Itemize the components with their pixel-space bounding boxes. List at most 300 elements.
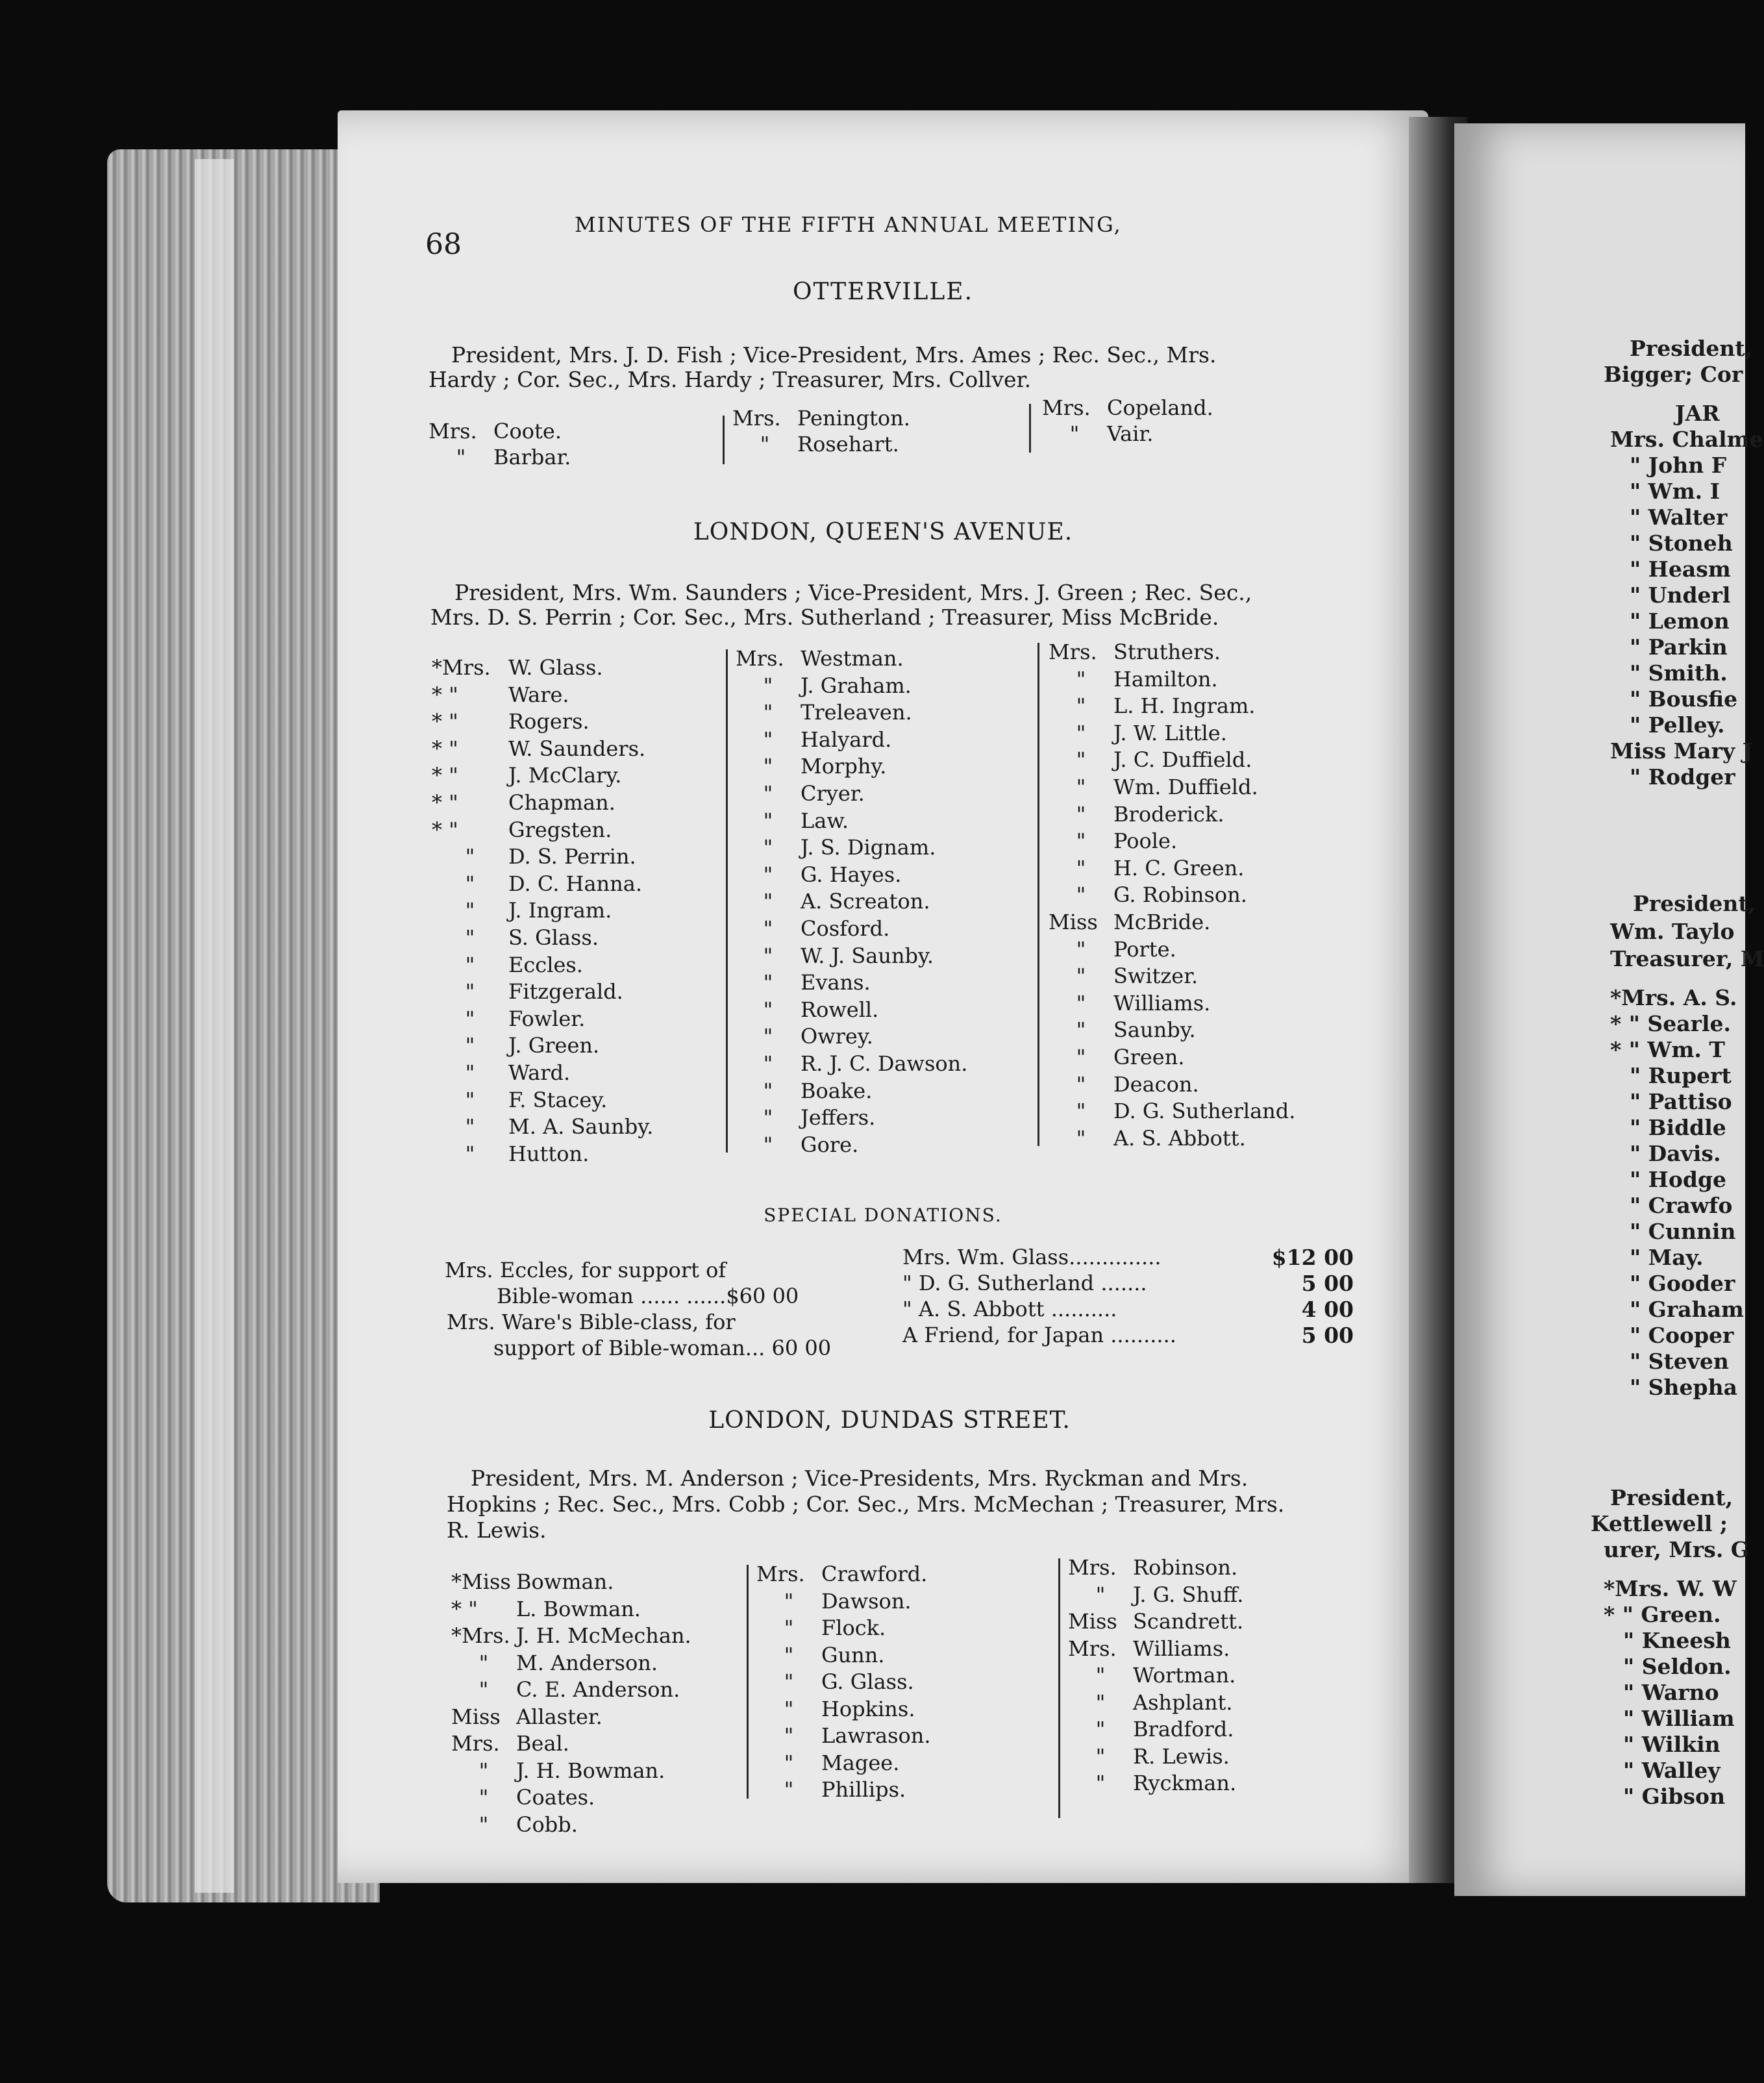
right-page-line: " Warno: [1623, 1680, 1719, 1705]
right-page-line: " John F: [1630, 453, 1727, 478]
member-name: Westman.: [801, 646, 904, 671]
dundas-col3-member: [1068, 1611, 1243, 1632]
member-prefix: Mrs.: [1068, 1636, 1117, 1661]
queens-col2-member: [736, 783, 865, 804]
member-prefix: ": [1095, 1717, 1106, 1741]
member-prefix: ": [1076, 693, 1086, 719]
dundas-col2-member: [756, 1671, 914, 1692]
dundas-col2-member: [756, 1564, 927, 1584]
member-prefix: ": [465, 1060, 475, 1085]
member-prefix: ": [763, 970, 773, 995]
queens-col1-member: [432, 1062, 570, 1083]
member-prefix: ": [1076, 829, 1086, 854]
queens-col3-member: [1049, 693, 1256, 719]
member-prefix: ": [763, 943, 773, 968]
donation-amount: 4 00: [1301, 1297, 1354, 1322]
member-name: H. C. Green.: [1113, 855, 1245, 880]
section-title-otterville: OTTERVILLE.: [792, 279, 974, 305]
queens-col3-member: [1049, 1047, 1185, 1067]
queens-officers-line: President, Mrs. Wm. Saunders ; Vice-President, Mrs. J. Green ; Rec. Sec.,: [454, 580, 1252, 605]
member-prefix: ": [465, 1006, 475, 1031]
donation-left-line: Mrs. Eccles, for support of: [445, 1258, 727, 1282]
otterville-officers-line: President, Mrs. J. D. Fish ; Vice-President, Mrs. Ames ; Rec. Sec., Mrs.: [451, 342, 1217, 368]
right-page-line: " Biddle: [1630, 1115, 1726, 1140]
member-prefix: ": [763, 1024, 773, 1049]
member-name: Bradford.: [1133, 1717, 1234, 1741]
queens-col1-member: [432, 819, 612, 840]
member-prefix: * ": [432, 682, 458, 707]
member-prefix: ": [1076, 1071, 1086, 1097]
member-name: G. Robinson.: [1113, 882, 1247, 908]
member-prefix: ": [465, 979, 475, 1004]
column-rule: [723, 416, 725, 464]
member-prefix: ": [763, 754, 773, 779]
running-title: MINUTES OF THE FIFTH ANNUAL MEETING,: [575, 212, 1122, 237]
right-page-line: " Crawfo: [1630, 1193, 1733, 1218]
queens-col3-member: [1049, 855, 1245, 880]
queens-col3-member: [1049, 912, 1210, 932]
queens-col2-member: [736, 837, 936, 858]
member-prefix: ": [478, 1650, 489, 1675]
member-prefix: ": [1076, 855, 1086, 880]
queens-col1-member: [432, 900, 612, 921]
member-prefix: Mrs.: [736, 646, 784, 671]
member-name: J. C. Duffield.: [1113, 747, 1252, 773]
member-name: G. Glass.: [821, 1669, 914, 1694]
member-prefix: ": [784, 1696, 794, 1721]
member-name: L. H. Ingram.: [1113, 693, 1256, 719]
queens-col2-member: [736, 891, 930, 912]
dundas-col1-member: [451, 1733, 569, 1754]
right-page-line: Kettlewell ;: [1591, 1511, 1728, 1536]
dundas-col1-member: [451, 1706, 602, 1727]
right-page-line: *Mrs. A. S.: [1610, 985, 1737, 1010]
member-prefix: ": [763, 808, 773, 833]
otterville-member: [732, 434, 899, 455]
member-name: D. G. Sutherland.: [1113, 1099, 1296, 1124]
member-name: Chapman.: [508, 790, 615, 815]
member-name: Hamilton.: [1113, 666, 1218, 692]
member-prefix: ": [784, 1588, 794, 1614]
member-prefix: Mrs.: [732, 406, 781, 430]
member-name: R. J. C. Dawson.: [801, 1051, 968, 1076]
member-prefix: ": [1076, 990, 1086, 1016]
otterville-officers-line: Hardy ; Cor. Sec., Mrs. Hardy ; Treasurer, Mrs. Collver.: [429, 367, 1032, 392]
dundas-officers-line: Hopkins ; Rec. Sec., Mrs. Cobb ; Cor. Sec., Mrs. McMechan ; Treasurer, Mrs.: [447, 1491, 1285, 1517]
queens-col2-member: [736, 756, 886, 777]
queens-col2-member: [736, 1134, 858, 1155]
member-prefix: ": [1095, 1582, 1106, 1607]
member-prefix: Miss: [451, 1704, 501, 1729]
right-page-line: * " Green.: [1604, 1602, 1721, 1627]
member-name: M. A. Saunby.: [508, 1114, 654, 1140]
queens-col3-member: [1049, 1125, 1246, 1151]
member-prefix: ": [1076, 964, 1086, 989]
queens-col1-member: [432, 1035, 599, 1056]
member-prefix: ": [763, 889, 773, 914]
member-prefix: ": [763, 862, 773, 887]
member-prefix: ": [763, 1078, 773, 1103]
member-name: Evans.: [801, 970, 871, 995]
dundas-col1-member: [451, 1625, 691, 1646]
donation-left-line: support of Bible-woman... 60 00: [493, 1336, 832, 1360]
member-name: F. Stacey.: [508, 1087, 608, 1112]
member-prefix: ": [1076, 1125, 1086, 1151]
member-name: Treleaven.: [801, 700, 912, 725]
right-page-line: " William: [1623, 1706, 1735, 1731]
member-prefix: ": [763, 916, 773, 941]
dundas-officers-line: President, Mrs. M. Anderson ; Vice-Presidents, Mrs. Ryckman and Mrs.: [471, 1466, 1248, 1491]
member-name: R. Lewis.: [1133, 1743, 1230, 1769]
member-name: Morphy.: [801, 754, 887, 779]
member-prefix: ": [1095, 1771, 1106, 1795]
queens-col3-member: [1049, 964, 1199, 989]
member-name: Poole.: [1113, 829, 1178, 854]
right-page-line: President,: [1633, 891, 1756, 916]
member-prefix: ": [1076, 747, 1086, 773]
member-prefix: ": [478, 1785, 489, 1810]
otterville-member: [1042, 397, 1213, 418]
queens-col2-member: [736, 648, 904, 669]
dundas-col2-member: [756, 1696, 915, 1721]
column-rule: [1029, 404, 1031, 453]
member-prefix: *Miss: [451, 1569, 511, 1594]
member-prefix: ": [1076, 666, 1086, 692]
member-name: Crawford.: [821, 1562, 928, 1586]
member-name: Switzer.: [1113, 964, 1199, 989]
member-prefix: ": [1076, 720, 1086, 745]
right-page-line: " May.: [1630, 1245, 1704, 1270]
member-prefix: Mrs.: [756, 1562, 805, 1586]
queens-col2-member: [736, 729, 891, 750]
right-page-line: " Bousfie: [1630, 686, 1738, 712]
member-prefix: ": [763, 673, 773, 698]
right-page-line: " Rodger: [1630, 764, 1735, 790]
right-page-line: " Davis.: [1630, 1141, 1721, 1166]
member-prefix: *Mrs.: [432, 655, 491, 680]
member-name: Gore.: [801, 1132, 859, 1157]
member-prefix: ": [784, 1669, 794, 1694]
member-name: Barbar.: [493, 445, 571, 469]
member-prefix: ": [763, 1132, 773, 1157]
member-prefix: ": [465, 1033, 475, 1058]
right-page: [1454, 123, 1764, 1896]
member-name: J. H. Bowman.: [516, 1758, 665, 1783]
member-prefix: * ": [432, 736, 458, 761]
member-prefix: ": [478, 1758, 489, 1783]
dundas-col1-member: [451, 1814, 578, 1835]
queens-col1-member: [432, 684, 569, 705]
queens-col2-member: [736, 702, 912, 723]
member-prefix: ": [465, 1114, 475, 1140]
right-page-line: " Heasm: [1630, 556, 1731, 582]
right-page-line: Treasurer, M: [1610, 946, 1764, 971]
member-name: Porte.: [1113, 936, 1176, 962]
member-name: Boake.: [801, 1078, 873, 1103]
section-title-donations: SPECIAL DONATIONS.: [764, 1204, 1002, 1226]
queens-col2-member: [736, 810, 849, 831]
member-name: D. S. Perrin.: [508, 844, 636, 869]
member-name: Broderick.: [1113, 801, 1224, 827]
member-prefix: ": [465, 871, 475, 896]
queens-col1-member: [432, 657, 603, 678]
queens-col1-member: [432, 1114, 654, 1140]
member-prefix: ": [1095, 1690, 1106, 1715]
member-prefix: ": [760, 432, 770, 456]
queens-col3-member: [1049, 990, 1211, 1016]
member-prefix: * ": [432, 790, 458, 815]
queens-col1-member: [432, 954, 583, 975]
member-prefix: ": [763, 727, 773, 752]
right-page-line: " Wilkin: [1623, 1732, 1721, 1757]
dundas-col1-member: [451, 1596, 641, 1621]
queens-col3-member: [1049, 1017, 1196, 1043]
queens-col3-member: [1049, 829, 1178, 854]
member-name: Hopkins.: [821, 1696, 915, 1721]
member-name: Fitzgerald.: [508, 979, 623, 1004]
queens-col3-member: [1049, 936, 1176, 962]
member-name: M. Anderson.: [516, 1650, 658, 1675]
member-prefix: * ": [432, 709, 458, 734]
right-page-line: President,: [1630, 336, 1753, 361]
member-prefix: ": [465, 1141, 475, 1166]
member-prefix: ": [763, 1051, 773, 1076]
right-page-line: JAR: [1675, 401, 1720, 426]
member-name: J. McClary.: [508, 763, 622, 788]
right-page-line: " Smith.: [1630, 660, 1728, 686]
right-page-line: " Seldon.: [1623, 1654, 1732, 1679]
member-name: Coote.: [493, 419, 562, 443]
member-name: Law.: [801, 808, 849, 833]
member-name: Coates.: [516, 1785, 595, 1810]
member-prefix: ": [1076, 1017, 1086, 1043]
member-name: D. C. Hanna.: [508, 871, 642, 896]
queens-col3-member: [1049, 1099, 1296, 1124]
right-page-line: " Wm. I: [1630, 479, 1721, 504]
member-name: Allaster.: [516, 1704, 602, 1729]
member-prefix: Miss: [1049, 910, 1098, 934]
queens-col3-member: [1049, 720, 1227, 745]
member-name: J. H. McMechan.: [516, 1623, 691, 1648]
dundas-col3-member: [1068, 1743, 1230, 1769]
member-name: Ward.: [508, 1060, 571, 1085]
dundas-col2-member: [756, 1725, 931, 1746]
member-prefix: ": [1076, 936, 1086, 962]
right-page-line: " Cooper: [1630, 1323, 1734, 1348]
member-prefix: ": [1076, 1045, 1086, 1069]
section-title-dundas-street: LONDON, DUNDAS STREET.: [708, 1407, 1071, 1434]
right-page-line: * " Wm. T: [1610, 1037, 1725, 1062]
member-name: Dawson.: [821, 1588, 912, 1614]
member-name: Deacon.: [1113, 1071, 1199, 1097]
dundas-col3-member: [1068, 1638, 1230, 1659]
queens-col3-member: [1049, 642, 1221, 662]
member-name: L. Bowman.: [516, 1596, 641, 1621]
member-prefix: ": [763, 835, 773, 860]
right-page-line: Bigger; Cor: [1604, 362, 1743, 387]
member-name: Rosehart.: [797, 432, 899, 456]
dundas-officers-line: R. Lewis.: [447, 1517, 547, 1543]
right-page-line: Miss Mary J: [1610, 738, 1753, 764]
member-name: Bowman.: [516, 1569, 614, 1594]
member-prefix: ": [1076, 882, 1086, 908]
member-name: W. Saunders.: [508, 736, 646, 761]
member-prefix: ": [1095, 1663, 1106, 1688]
right-page-line: President,: [1610, 1485, 1733, 1510]
member-name: Beal.: [516, 1731, 569, 1756]
right-page-line: *Mrs. W. W: [1604, 1576, 1737, 1601]
member-name: Struthers.: [1113, 640, 1221, 664]
member-name: W. J. Saunby.: [801, 943, 934, 968]
donation-left-line: Mrs. Ware's Bible-class, for: [447, 1310, 736, 1334]
queens-col2-member: [736, 675, 912, 696]
member-name: Ware.: [508, 682, 569, 707]
member-prefix: Miss: [1068, 1609, 1117, 1634]
member-name: W. Glass.: [508, 655, 603, 680]
member-name: Owrey.: [801, 1024, 873, 1049]
right-page-line: " Steven: [1630, 1349, 1729, 1374]
dundas-col3-member: [1068, 1692, 1233, 1713]
right-page-line: Mrs. Chalme: [1610, 427, 1763, 452]
dundas-col3-member: [1068, 1584, 1243, 1605]
member-name: Fowler.: [508, 1006, 586, 1031]
member-prefix: ": [478, 1677, 489, 1702]
right-page-line: " Lemon: [1630, 608, 1730, 634]
member-name: Robinson.: [1133, 1555, 1238, 1580]
donation-right-label: " A. S. Abbott ..........: [902, 1297, 1117, 1321]
member-name: Hutton.: [508, 1141, 590, 1166]
queens-col1-member: [432, 927, 599, 948]
member-prefix: ": [478, 1812, 489, 1837]
queens-col1-member: [432, 711, 590, 732]
section-title-queens-avenue: LONDON, QUEEN'S AVENUE.: [693, 519, 1073, 545]
dundas-col2-member: [756, 1752, 899, 1773]
member-prefix: Mrs.: [1068, 1555, 1117, 1580]
queens-col2-member: [736, 1080, 872, 1101]
right-page-line: urer, Mrs. G: [1604, 1537, 1749, 1562]
queens-col1-member: [432, 873, 642, 894]
member-name: Rowell.: [801, 997, 879, 1022]
member-prefix: ": [1069, 421, 1080, 446]
member-name: Rogers.: [508, 709, 590, 734]
right-page-line: " Parkin: [1630, 634, 1728, 660]
member-name: J. Graham.: [801, 673, 912, 698]
queens-col2-member: [736, 1026, 873, 1047]
member-name: Phillips.: [821, 1777, 906, 1802]
member-name: J. Green.: [508, 1033, 600, 1058]
dundas-col3-member: [1068, 1557, 1237, 1578]
column-rule: [1058, 1558, 1060, 1818]
dundas-col1-member: [451, 1679, 680, 1700]
queens-officers-line: Mrs. D. S. Perrin ; Cor. Sec., Mrs. Sutherland ; Treasurer, Miss McBride.: [430, 605, 1219, 630]
member-prefix: ": [465, 1087, 475, 1112]
member-name: Gregsten.: [508, 817, 612, 842]
otterville-member: [429, 447, 571, 468]
queens-col3-member: [1049, 777, 1258, 797]
donation-amount: $12 00: [1271, 1245, 1354, 1270]
dundas-col2-member: [756, 1642, 885, 1667]
right-page-line: " Cunnin: [1630, 1219, 1736, 1244]
member-prefix: ": [1076, 1099, 1086, 1124]
otterville-member: [732, 408, 910, 429]
member-prefix: ": [465, 898, 475, 923]
right-page-line: " Stoneh: [1630, 530, 1733, 556]
right-page-line: " Hodge: [1630, 1167, 1727, 1192]
donation-amount: 5 00: [1301, 1271, 1354, 1296]
member-prefix: ": [763, 997, 773, 1022]
queens-col1-member: [432, 846, 636, 867]
right-page-line: * " Searle.: [1610, 1011, 1732, 1036]
member-name: J. S. Dignam.: [801, 835, 936, 860]
queens-col2-member: [736, 1053, 967, 1074]
member-name: Jeffers.: [801, 1105, 876, 1130]
queens-col1-member: [432, 765, 621, 786]
dundas-col2-member: [756, 1779, 906, 1800]
queens-col3-member: [1049, 747, 1252, 773]
member-prefix: ": [784, 1777, 794, 1802]
queens-col3-member: [1049, 801, 1224, 827]
queens-col1-member: [432, 1143, 589, 1164]
queens-col3-member: [1049, 1071, 1199, 1097]
member-name: A. Screaton.: [801, 889, 930, 914]
right-page-line: " Graham: [1630, 1297, 1744, 1322]
member-prefix: ": [1076, 801, 1086, 827]
right-page-line: " Kneesh: [1623, 1628, 1731, 1653]
page-number: 68: [425, 228, 462, 261]
queens-col1-member: [432, 981, 623, 1002]
member-name: S. Glass.: [508, 925, 599, 950]
member-prefix: Mrs.: [429, 419, 477, 443]
right-page-line: " Pattiso: [1630, 1089, 1732, 1114]
member-prefix: ": [456, 445, 466, 469]
member-prefix: ": [784, 1615, 794, 1640]
member-name: A. S. Abbott.: [1113, 1125, 1246, 1151]
member-prefix: ": [1095, 1743, 1106, 1769]
queens-col3-member: [1049, 666, 1218, 692]
column-rule: [1037, 643, 1039, 1146]
donation-right-label: Mrs. Wm. Glass..............: [902, 1245, 1162, 1269]
member-name: G. Hayes.: [801, 862, 902, 887]
right-page-line: " Walley: [1623, 1758, 1721, 1783]
member-name: Green.: [1113, 1045, 1185, 1069]
dundas-col3-member: [1068, 1773, 1236, 1793]
queens-col2-member: [736, 918, 889, 939]
member-prefix: * ": [451, 1596, 478, 1621]
member-name: Ashplant.: [1133, 1690, 1233, 1715]
member-name: Cryer.: [801, 781, 865, 806]
member-prefix: ": [1076, 775, 1086, 799]
dundas-col2-member: [756, 1588, 912, 1614]
member-name: McBride.: [1113, 910, 1211, 934]
member-prefix: *Mrs.: [451, 1623, 510, 1648]
member-prefix: ": [763, 1105, 773, 1130]
member-prefix: ": [784, 1723, 794, 1748]
member-name: Magee.: [821, 1750, 900, 1775]
dundas-col1-member: [451, 1787, 595, 1808]
member-name: J. G. Shuff.: [1133, 1582, 1244, 1607]
member-prefix: ": [465, 844, 475, 869]
dundas-col1-member: [451, 1571, 614, 1592]
member-prefix: Mrs.: [451, 1731, 500, 1756]
member-name: Saunby.: [1113, 1017, 1196, 1043]
right-page-line: Wm. Taylo: [1610, 919, 1735, 944]
member-name: J. Ingram.: [508, 898, 612, 923]
member-name: Flock.: [821, 1615, 886, 1640]
queens-col1-member: [432, 1008, 585, 1029]
right-page-line: " Gibson: [1623, 1784, 1726, 1809]
queens-col1-member: [432, 1087, 608, 1112]
right-page-line: " Walter: [1630, 505, 1728, 530]
